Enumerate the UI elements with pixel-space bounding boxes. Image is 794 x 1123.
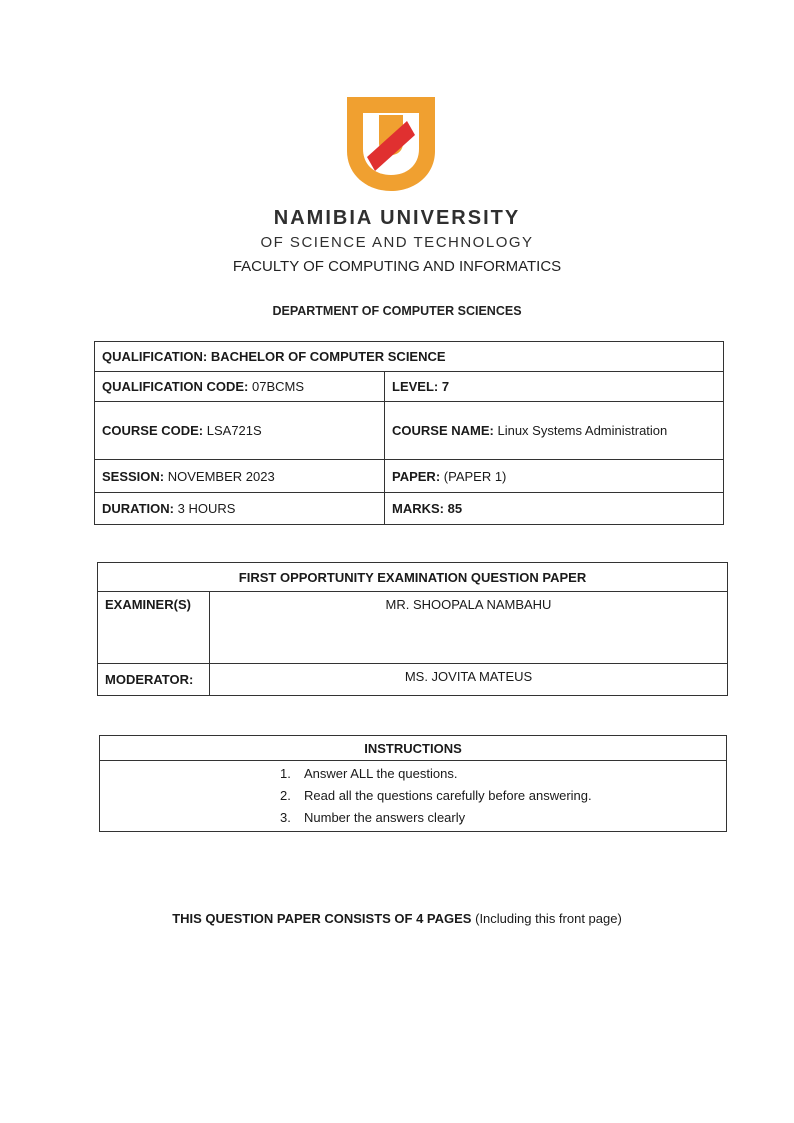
course-code-label: COURSE CODE: — [102, 423, 204, 438]
qualification-code-value: 07BCMS — [251, 379, 305, 394]
department-name: DEPARTMENT OF COMPUTER SCIENCES — [272, 304, 522, 318]
session-label: SESSION: — [102, 468, 165, 484]
instructions-table — [99, 735, 727, 832]
level-value: 7 — [441, 379, 450, 394]
qualification-value: BACHELOR OF COMPUTER SCIENCE — [210, 349, 446, 364]
page-count-note — [0, 911, 794, 926]
instructions-heading: INSTRUCTIONS — [100, 736, 727, 761]
level-cell — [385, 372, 724, 402]
session-value: NOVEMBER 2023 — [167, 468, 275, 484]
course-name-cell — [385, 402, 724, 460]
course-name-value: Linux Systems Administration — [497, 423, 668, 438]
qualification-cell — [95, 342, 724, 372]
course-code-cell — [95, 402, 385, 460]
marks-cell — [385, 493, 724, 525]
page-count-bold: THIS QUESTION PAPER CONSISTS OF 4 PAGES — [172, 911, 472, 926]
qualification-code-label: QUALIFICATION CODE: — [102, 379, 249, 394]
faculty-name: FACULTY OF COMPUTING AND INFORMATICS — [232, 258, 562, 275]
examiner-value: MR. SHOOPALA NAMBAHU — [210, 592, 728, 664]
duration-cell — [95, 493, 385, 525]
paper-cell — [385, 460, 724, 493]
moderator-value: MS. JOVITA MATEUS — [210, 664, 728, 696]
instruction-item: 3. Number the answers clearly — [280, 810, 466, 825]
duration-value: 3 HOURS — [177, 501, 236, 516]
paper-label: PAPER: — [392, 468, 441, 484]
page-count-parenthetical: (Including this front page) — [475, 911, 622, 926]
paper-value: (PAPER 1) — [443, 468, 507, 484]
duration-label: DURATION: — [102, 501, 174, 516]
instruction-item: 2. Read all the questions carefully before answering. — [280, 788, 592, 803]
marks-value: 85 — [447, 501, 463, 516]
course-details-table — [94, 341, 724, 525]
examination-table — [97, 562, 728, 696]
course-code-value: LSA721S — [206, 423, 262, 438]
university-name-line2: OF SCIENCE AND TECHNOLOGY — [260, 234, 534, 251]
university-name-line1: NAMIBIA UNIVERSITY — [273, 207, 521, 229]
qualification-code-cell — [95, 372, 385, 402]
marks-label: MARKS: — [392, 501, 444, 516]
university-shield-logo — [345, 95, 437, 193]
level-label: LEVEL: — [392, 379, 439, 394]
moderator-label: MODERATOR: — [98, 664, 210, 696]
session-cell — [95, 460, 385, 493]
exam-heading: FIRST OPPORTUNITY EXAMINATION QUESTION PAPER — [98, 563, 728, 592]
examiner-label: EXAMINER(S) — [98, 592, 210, 664]
instruction-item: 1. Answer ALL the questions. — [280, 766, 458, 781]
instructions-list — [107, 763, 719, 829]
instructions-body — [100, 761, 727, 832]
course-name-label: COURSE NAME: — [392, 423, 494, 438]
qualification-label: QUALIFICATION: — [102, 349, 208, 364]
